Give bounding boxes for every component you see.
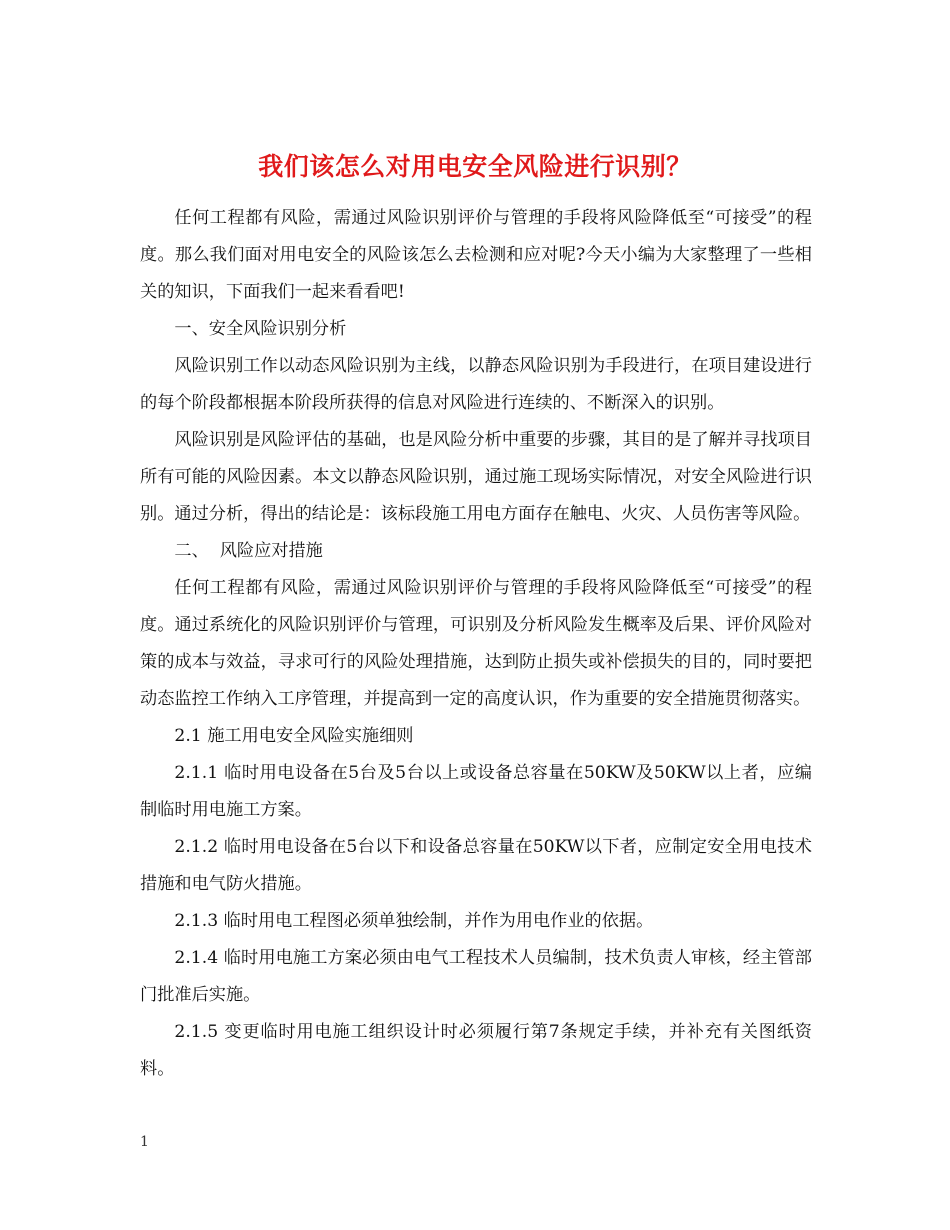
paragraph-risk-assessment: 风险识别是风险评估的基础，也是风险分析中重要的步骤，其目的是了解并寻找项目所有可能的风险因素。本文以静态风险识别，通过施工现场实际情况，对安全风险进行识别。通过分析，得出的结论是：该标段施工用电方面存在触电、火灾、人员伤害等风险。 bbox=[140, 430, 812, 524]
paragraph-intro: 任何工程都有风险，需通过风险识别评价与管理的手段将风险降低至“可接受”的程度。那么我们面对用电安全的风险该怎么去检测和应对呢?今天小编为大家整理了一些相关的知识，下面我们一起来看看吧! bbox=[140, 208, 812, 302]
clause-2-1-3: 2.1.3 临时用电工程图必须单独绘制，并作为用电作业的依据。 bbox=[174, 911, 654, 931]
paragraph-risk-response: 任何工程都有风险，需通过风险识别评价与管理的手段将风险降低至“可接受”的程度。通过系统化的风险识别评价与管理，可识别及分析风险发生概率及后果、评价风险对策的成本与效益，寻求可行的风险处理措施，达到防止损失或补偿损失的目的，同时要把动态监控工作纳入工序管理，并提高到一定的高度认识，作为重要的安全措施贯彻落实。 bbox=[140, 578, 812, 709]
heading-section-2: 二、 风险应对措施 bbox=[174, 541, 323, 561]
clause-2-1-1: 2.1.1 临时用电设备在5台及5台以上或设备总容量在50KW及50KW以上者，应编制临时用电施工方案。 bbox=[140, 763, 812, 820]
heading-section-1: 一、安全风险识别分析 bbox=[174, 319, 347, 339]
clause-2-1-2: 2.1.2 临时用电设备在5台以下和设备总容量在50KW以下者，应制定安全用电技术措施和电气防火措施。 bbox=[140, 837, 812, 894]
clause-2-1-5: 2.1.5 变更临时用电施工组织设计时必须履行第7条规定手续，并补充有关图纸资料。 bbox=[140, 1022, 812, 1079]
paragraph-risk-identification: 风险识别工作以动态风险识别为主线，以静态风险识别为手段进行，在项目建设进行的每个阶段都根据本阶段所获得的信息对风险进行连续的、不断深入的识别。 bbox=[140, 356, 812, 413]
page-number: 1 bbox=[140, 1134, 149, 1150]
document-body bbox=[140, 200, 812, 1088]
clause-2-1-4: 2.1.4 临时用电施工方案必须由电气工程技术人员编制，技术负责人审核，经主管部门批准后实施。 bbox=[140, 948, 812, 1005]
document-title: 我们该怎么对用电安全风险进行识别？ bbox=[258, 151, 692, 181]
heading-subsection-2-1: 2.1 施工用电安全风险实施细则 bbox=[174, 726, 414, 746]
